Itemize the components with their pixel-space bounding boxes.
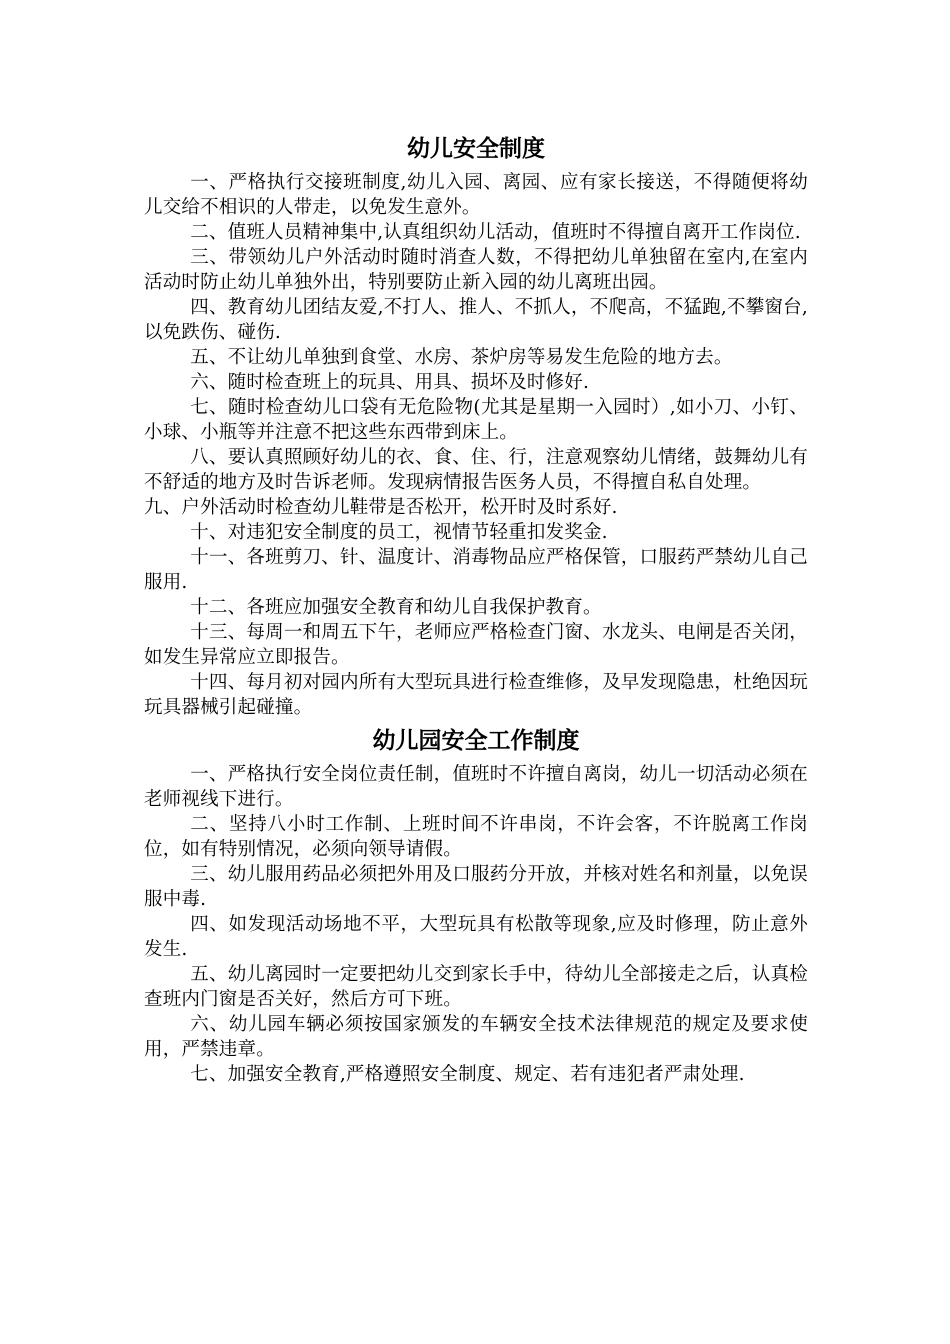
paragraph-1-4: 四、教育幼儿团结友爱,不打人、推人、不抓人，不爬高，不猛跑,不攀窗台,以免跌伤、碰伤.	[144, 297, 808, 343]
paragraph-1-1: 一、严格执行交接班制度,幼儿入园、离园、应有家长接送，不得随便将幼儿交给不相识的人带走，以免发生意外。	[144, 172, 808, 218]
paragraph-1-8: 八、要认真照顾好幼儿的衣、食、住、行，注意观察幼儿情绪，鼓舞幼儿有不舒适的地方及时告诉老师。发现病情报告医务人员，不得擅自私自处理。	[144, 447, 808, 493]
paragraph-1-13: 十三、每周一和周五下午，老师应严格检查门窗、水龙头、电闸是否关闭，如发生异常应立即报告。	[144, 622, 808, 668]
paragraph-2-3: 三、幼儿服用药品必须把外用及口服药分开放，并核对姓名和剂量，以免误服中毒.	[144, 864, 808, 910]
document-content	[144, 128, 808, 1087]
paragraph-1-2: 二、值班人员精神集中,认真组织幼儿活动，值班时不得擅自离开工作岗位.	[190, 222, 801, 243]
paragraph-1-5: 五、不让幼儿单独到食堂、水房、茶炉房等易发生危险的地方去。	[190, 347, 733, 368]
paragraph-1-6: 六、随时检查班上的玩具、用具、损坏及时修好.	[190, 372, 590, 393]
paragraph-2-2: 二、坚持八小时工作制、上班时间不许串岗，不许会客，不许脱离工作岗位，如有特别情况，必须向领导请假。	[144, 814, 808, 860]
section-title-child-safety: 幼儿安全制度	[407, 135, 545, 162]
paragraph-2-1: 一、严格执行安全岗位责任制，值班时不许擅自离岗，幼儿一切活动必须在老师视线下进行。	[144, 764, 808, 810]
paragraph-2-4: 四、如发现活动场地不平，大型玩具有松散等现象,应及时修理，防止意外发生.	[144, 914, 808, 960]
section-title-kindergarten-safety-work: 幼儿园安全工作制度	[372, 727, 580, 754]
paragraph-2-5: 五、幼儿离园时一定要把幼儿交到家长手中，待幼儿全部接走之后，认真检查班内门窗是否关好，然后方可下班。	[144, 964, 808, 1010]
paragraph-1-12: 十二、各班应加强安全教育和幼儿自我保护教育。	[190, 597, 602, 618]
paragraph-1-14: 十四、每月初对园内所有大型玩具进行检查维修，及早发现隐患，杜绝因玩玩具器械引起碰撞。	[144, 672, 808, 718]
paragraph-1-7: 七、随时检查幼儿口袋有无危险物(尤其是星期一入园时）,如小刀、小钉、小球、小瓶等并注意不把这些东西带到床上。	[144, 397, 808, 443]
paragraph-2-6: 六、幼儿园车辆必须按国家颁发的车辆安全技术法律规范的规定及要求使用，严禁违章。	[144, 1014, 808, 1060]
paragraph-2-7: 七、加强安全教育,严格遵照安全制度、规定、若有违犯者严肃处理.	[190, 1064, 745, 1085]
paragraph-1-11: 十一、各班剪刀、针、温度计、消毒物品应严格保管，口服药严禁幼儿自己服用.	[144, 547, 808, 593]
paragraph-1-3: 三、带领幼儿户外活动时随时消查人数，不得把幼儿单独留在室内,在室内活动时防止幼儿单独外出，特别要防止新入园的幼儿离班出园。	[144, 247, 808, 293]
paragraph-1-9: 九、户外活动时检查幼儿鞋带是否松开，松开时及时系好.	[144, 497, 618, 518]
paragraph-1-10: 十、对违犯安全制度的员工，视情节轻重扣发奖金.	[190, 522, 608, 543]
